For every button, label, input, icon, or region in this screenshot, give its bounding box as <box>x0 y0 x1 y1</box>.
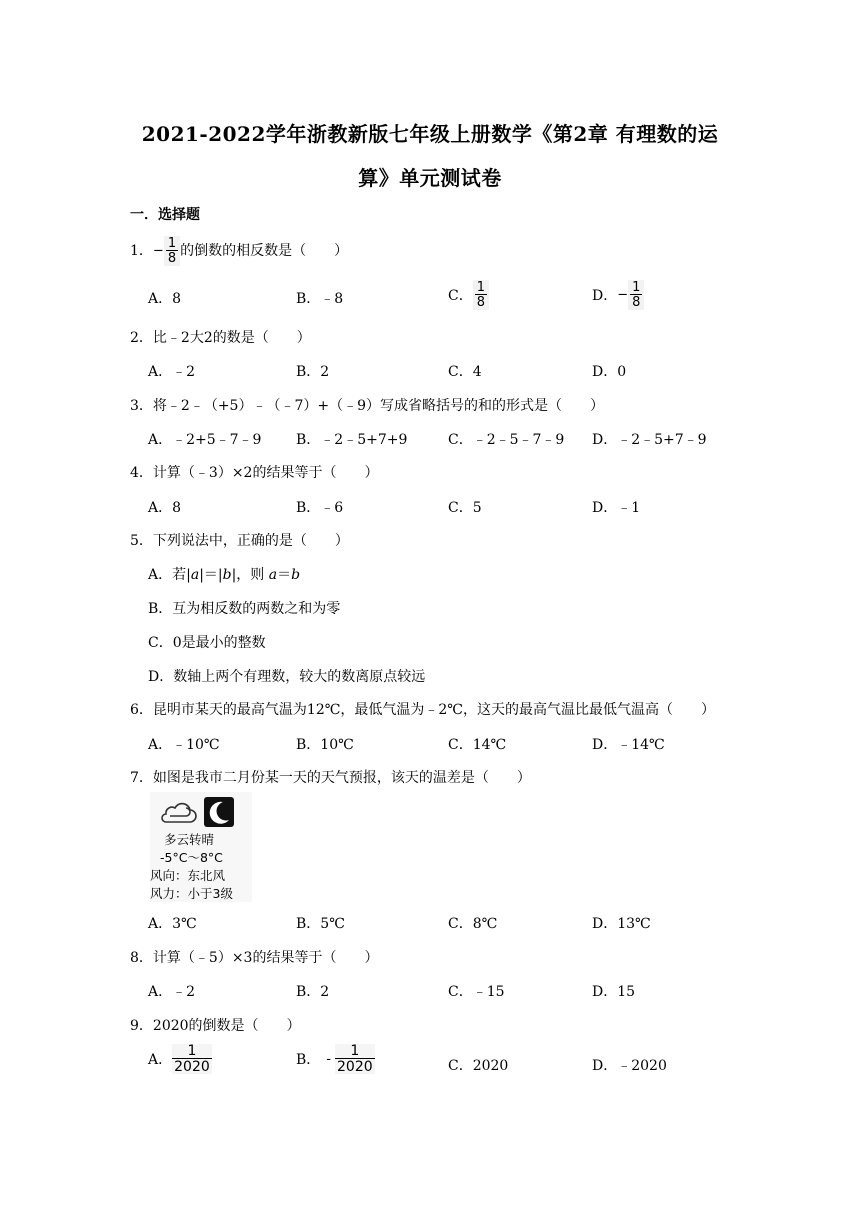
q8-option-b: B．2 <box>296 984 330 1000</box>
q7-option-a: A．3℃ <box>148 916 197 932</box>
question-number: 1． <box>130 243 153 259</box>
question-text: 的倒数的相反数是（ ） <box>180 243 349 259</box>
q4-option-a: A．8 <box>148 500 182 516</box>
question-2: 2．比﹣2大2的数是（ ） <box>130 330 311 346</box>
q9-option-b: B． - $\frac{1}{2020}$ <box>296 1043 373 1075</box>
question-4: 4．计算（﹣3）×2的结果等于（ ） <box>130 465 379 481</box>
weather-wind-direction: 风向：东北风 <box>150 868 226 883</box>
q1-option-d: D．− $\frac{1}{8}$ <box>592 280 644 310</box>
q6-option-b: B．10℃ <box>296 737 354 753</box>
q2-option-b: B．2 <box>296 364 330 380</box>
q7-option-d: D．13℃ <box>592 916 651 932</box>
fraction-image: $\frac{1}{2020}$ <box>174 1043 210 1075</box>
q5-option-d: D．数轴上两个有理数，较大的数离原点较远 <box>148 669 426 685</box>
cloudy-to-clear-icon <box>160 796 240 828</box>
document-title-line2: 算》单元测试卷 <box>358 166 502 190</box>
question-6: 6．昆明市某天的最高气温为12℃，最低气温为﹣2℃，这天的最高气温比最低气温高（ ） <box>130 702 715 718</box>
weather-wind-force: 风力：小于3级 <box>150 886 233 901</box>
weather-forecast-image <box>150 792 252 902</box>
question-3: 3．将﹣2﹣（+5）﹣（﹣7）+（﹣9）写成省略括号的和的形式是（ ） <box>130 398 604 414</box>
fraction-sign: − <box>152 243 164 259</box>
q3-option-d: D．﹣2﹣5+7﹣9 <box>592 432 707 448</box>
q7-option-c: C．8℃ <box>448 916 498 932</box>
weather-temperature: -5°C～8°C <box>160 850 223 865</box>
q2-option-c: C．4 <box>448 364 482 380</box>
q9-option-a: A． $\frac{1}{2020}$ <box>148 1043 210 1075</box>
q9-option-c: C．2020 <box>448 1058 509 1074</box>
q8-option-d: D．15 <box>592 984 636 1000</box>
question-7: 7．如图是我市二月份某一天的天气预报，该天的温差是（ ） <box>130 770 531 786</box>
q3-option-c: C．﹣2﹣5﹣7﹣9 <box>448 432 565 448</box>
q5-option-c: C．0是最小的整数 <box>148 635 266 651</box>
q6-option-c: C．14℃ <box>448 737 507 753</box>
q3-option-b: B．﹣2﹣5+7+9 <box>296 432 408 448</box>
question-8: 8．计算（﹣5）×3的结果等于（ ） <box>130 950 379 966</box>
weather-condition: 多云转晴 <box>164 832 215 847</box>
q2-option-d: D．0 <box>592 364 627 380</box>
q1-option-b: B．﹣8 <box>296 291 344 307</box>
q9-option-d: D．﹣2020 <box>592 1058 667 1074</box>
document-title-line1: 2021-2022学年浙教新版七年级上册数学《第2章 有理数的运 <box>141 122 719 146</box>
q6-option-a: A．﹣10℃ <box>148 737 220 753</box>
section-heading: 一．选择题 <box>130 207 200 223</box>
q1-option-c: C． $\frac{1}{8}$ <box>448 280 489 310</box>
question-5: 5．下列说法中，正确的是（ ） <box>130 533 349 549</box>
q6-option-d: D．﹣14℃ <box>592 737 665 753</box>
q8-option-c: C．﹣15 <box>448 984 505 1000</box>
q3-option-a: A．﹣2+5﹣7﹣9 <box>148 432 262 448</box>
q4-option-b: B．﹣6 <box>296 500 344 516</box>
q1-option-a: A．8 <box>148 291 182 307</box>
q4-option-d: D．﹣1 <box>592 500 641 516</box>
fraction-image: $\frac{1}{8}$ <box>164 236 180 266</box>
question-1 <box>130 236 348 266</box>
q5-option-b: B．互为相反数的两数之和为零 <box>148 601 341 617</box>
q5-option-a: A．若|a|＝|b|，则 a＝b <box>148 567 301 583</box>
fraction-image: $\frac{1}{8}$ <box>628 280 644 310</box>
q4-option-c: C．5 <box>448 500 482 516</box>
fraction-image: $\frac{1}{2020}$ <box>337 1043 373 1075</box>
fraction-image: $\frac{1}{8}$ <box>473 280 489 310</box>
q8-option-a: A．﹣2 <box>148 984 196 1000</box>
q7-option-b: B．5℃ <box>296 916 345 932</box>
q2-option-a: A．﹣2 <box>148 364 196 380</box>
question-9: 9．2020的倒数是（ ） <box>130 1018 301 1034</box>
